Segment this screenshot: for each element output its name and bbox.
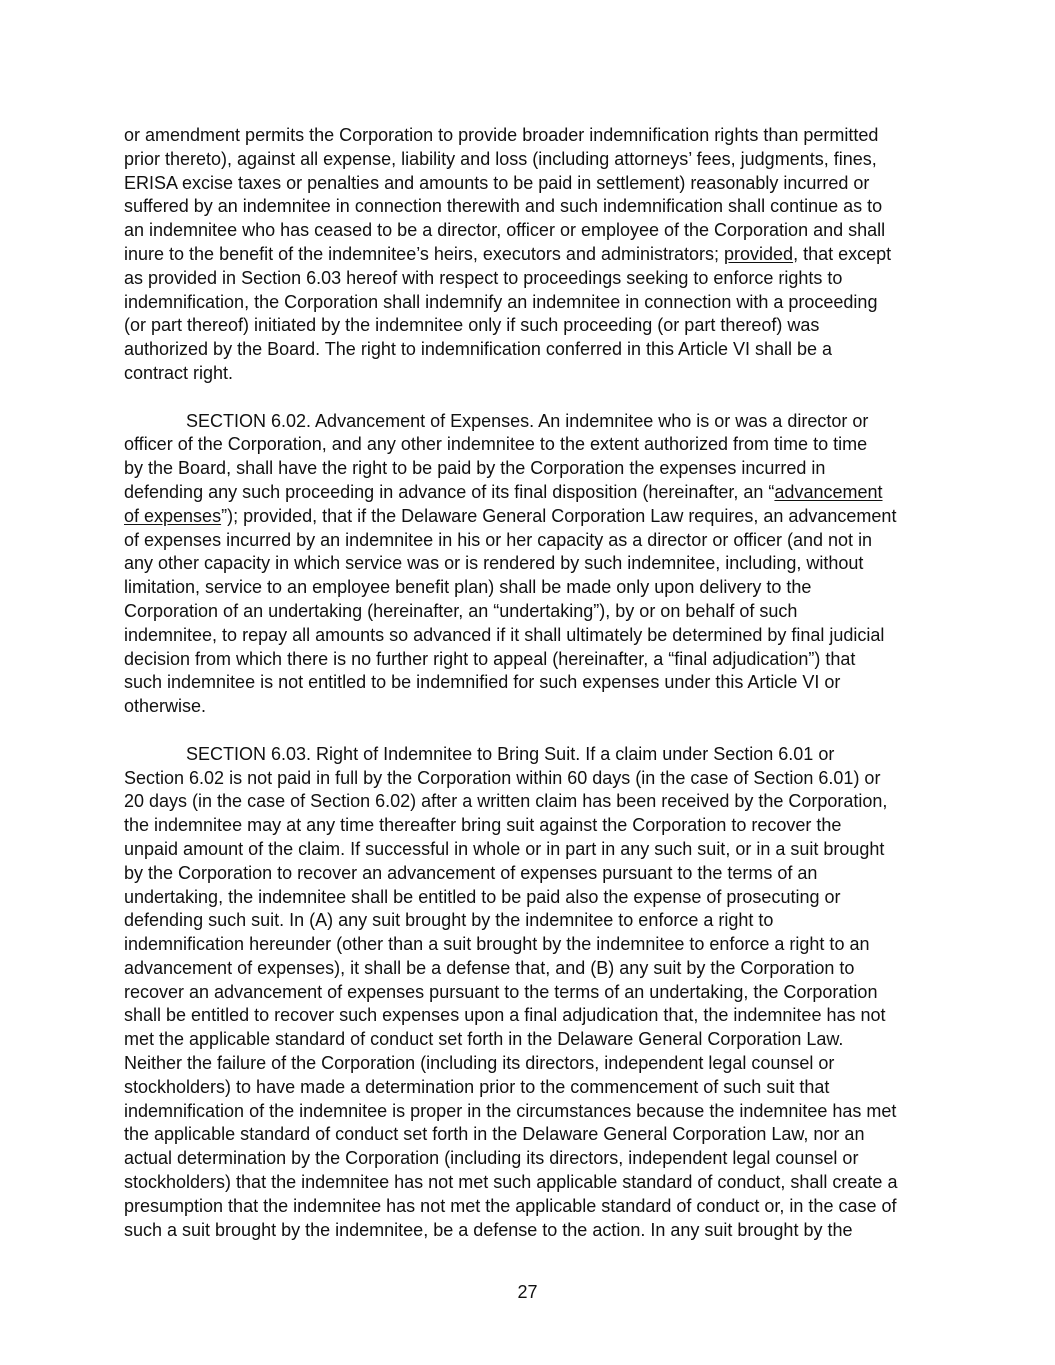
- text-line: actual determination by the Corporation (including its directors, independent legal counsel or: [124, 1148, 859, 1169]
- text-line: Section 6.02 is not paid in full by the Corporation within 60 days (in the case of Section 6.01) or: [124, 767, 881, 788]
- text-line: or amendment permits the Corporation to provide broader indemnification rights than permitted: [124, 125, 879, 145]
- text-line: unpaid amount of the claim. If successful in whole or in part in any such suit, or in a suit brought: [124, 838, 885, 859]
- section-heading-line: SECTION 6.03. Right of Indemnitee to Bring Suit. If a claim under Section 6.01 or: [186, 743, 835, 764]
- paragraph-continuation: [124, 124, 932, 386]
- text-segment: ”); provided, that if the Delaware General Corporation Law requires, an advancement: [221, 505, 897, 526]
- text-segment: defending any such proceeding in advance of its final disposition (hereinafter, an “: [124, 481, 775, 502]
- text-line: indemnification hereunder (other than a suit brought by the indemnitee to enforce a right to an: [124, 934, 870, 955]
- text-line: met the applicable standard of conduct set forth in the Delaware General Corporation Law.: [124, 1029, 844, 1050]
- text-line: 20 days (in the case of Section 6.02) after a written claim has been received by the Corporation,: [124, 791, 888, 812]
- text-line: recover an advancement of expenses pursuant to the terms of an undertaking, the Corporation: [124, 981, 878, 1002]
- document-page: [124, 124, 932, 1266]
- text-line: decision from which there is no further right to appeal (hereinafter, a “final adjudication”) that: [124, 648, 856, 669]
- section-heading-line: SECTION 6.02. Advancement of Expenses. An indemnitee who is or was a director or: [186, 410, 869, 431]
- text-line: authorized by the Board. The right to indemnification conferred in this Article VI shall be a: [124, 339, 833, 360]
- text-line: undertaking, the indemnitee shall be entitled to be paid also the expense of prosecuting or: [124, 886, 841, 907]
- text-line: an indemnitee who has ceased to be a director, officer or employee of the Corporation and shall: [124, 220, 886, 241]
- text-line: the applicable standard of conduct set forth in the Delaware General Corporation Law, nor an: [124, 1124, 865, 1145]
- text-line: contract right.: [124, 362, 234, 383]
- text-line: presumption that the indemnitee has not met the applicable standard of conduct or, in the case of: [124, 1195, 897, 1216]
- text-line: (or part thereof) initiated by the indemnitee only if such proceeding (or part thereof) was: [124, 315, 820, 336]
- of-expenses-underlined-term: of expenses: [124, 505, 222, 526]
- text-line: any other capacity in which service was or is rendered by such indemnitee, including, without: [124, 553, 864, 574]
- section-6-02-paragraph: [124, 410, 932, 719]
- text-line: shall be entitled to recover such expenses upon a final adjudication that, the indemnitee has not: [124, 1005, 886, 1026]
- advancement-underlined-term: advancement: [774, 481, 883, 502]
- text-line: such a suit brought by the indemnitee, be a defense to the action. In any suit brought by the: [124, 1219, 853, 1240]
- text-line: by the Board, shall have the right to be paid by the Corporation the expenses incurred in: [124, 458, 826, 479]
- text-line: advancement of expenses), it shall be a defense that, and (B) any suit by the Corporation to: [124, 957, 855, 978]
- section-6-03-paragraph: [124, 743, 932, 1243]
- text-line: suffered by an indemnitee in connection therewith and such indemnification shall continue as to: [124, 196, 883, 217]
- provided-underlined-term: provided: [724, 243, 794, 264]
- text-segment: , that except: [793, 243, 892, 264]
- text-line: otherwise.: [124, 696, 207, 717]
- page-number: 27: [517, 1282, 538, 1302]
- text-line: Neither the failure of the Corporation (including its directors, independent legal counsel or: [124, 1053, 835, 1074]
- text-line: officer of the Corporation, and any other indemnitee to the extent authorized from time to time: [124, 434, 868, 455]
- text-line: defending such suit. In (A) any suit brought by the indemnitee to enforce a right to: [124, 910, 774, 931]
- text-line: the indemnitee may at any time thereafter bring suit against the Corporation to recover the: [124, 815, 842, 836]
- text-line: by the Corporation to recover an advancement of expenses pursuant to the terms of an: [124, 862, 818, 883]
- text-line: stockholders) that the indemnitee has not met such applicable standard of conduct, shall create a: [124, 1172, 898, 1193]
- text-line: [124, 243, 932, 267]
- text-line: prior thereto), against all expense, liability and loss (including attorneys’ fees, judgments, fines,: [124, 148, 877, 169]
- text-line: [124, 481, 932, 505]
- text-line: limitation, service to an employee benefit plan) shall be made only upon delivery to the: [124, 577, 812, 598]
- text-segment: inure to the benefit of the indemnitee’s heirs, executors and administrators;: [124, 243, 725, 264]
- text-line: of expenses incurred by an indemnitee in his or her capacity as a director or officer (and not in: [124, 529, 873, 550]
- text-line: indemnification, the Corporation shall indemnify an indemnitee in connection with a proceeding: [124, 291, 878, 312]
- text-line: stockholders) to have made a determination prior to the commencement of such suit that: [124, 1076, 830, 1097]
- text-line: Corporation of an undertaking (hereinafter, an “undertaking”), by or on behalf of such: [124, 600, 798, 621]
- text-line: as provided in Section 6.03 hereof with respect to proceedings seeking to enforce rights to: [124, 267, 843, 288]
- text-line: indemnification of the indemnitee is proper in the circumstances because the indemnitee has met: [124, 1100, 897, 1121]
- text-line: indemnitee, to repay all amounts so advanced if it shall ultimately be determined by final judicial: [124, 624, 885, 645]
- text-line: ERISA excise taxes or penalties and amounts to be paid in settlement) reasonably incurred or: [124, 172, 870, 193]
- text-line: such indemnitee is not entitled to be indemnified for such expenses under this Article VI or: [124, 672, 841, 693]
- text-line: [124, 505, 932, 529]
